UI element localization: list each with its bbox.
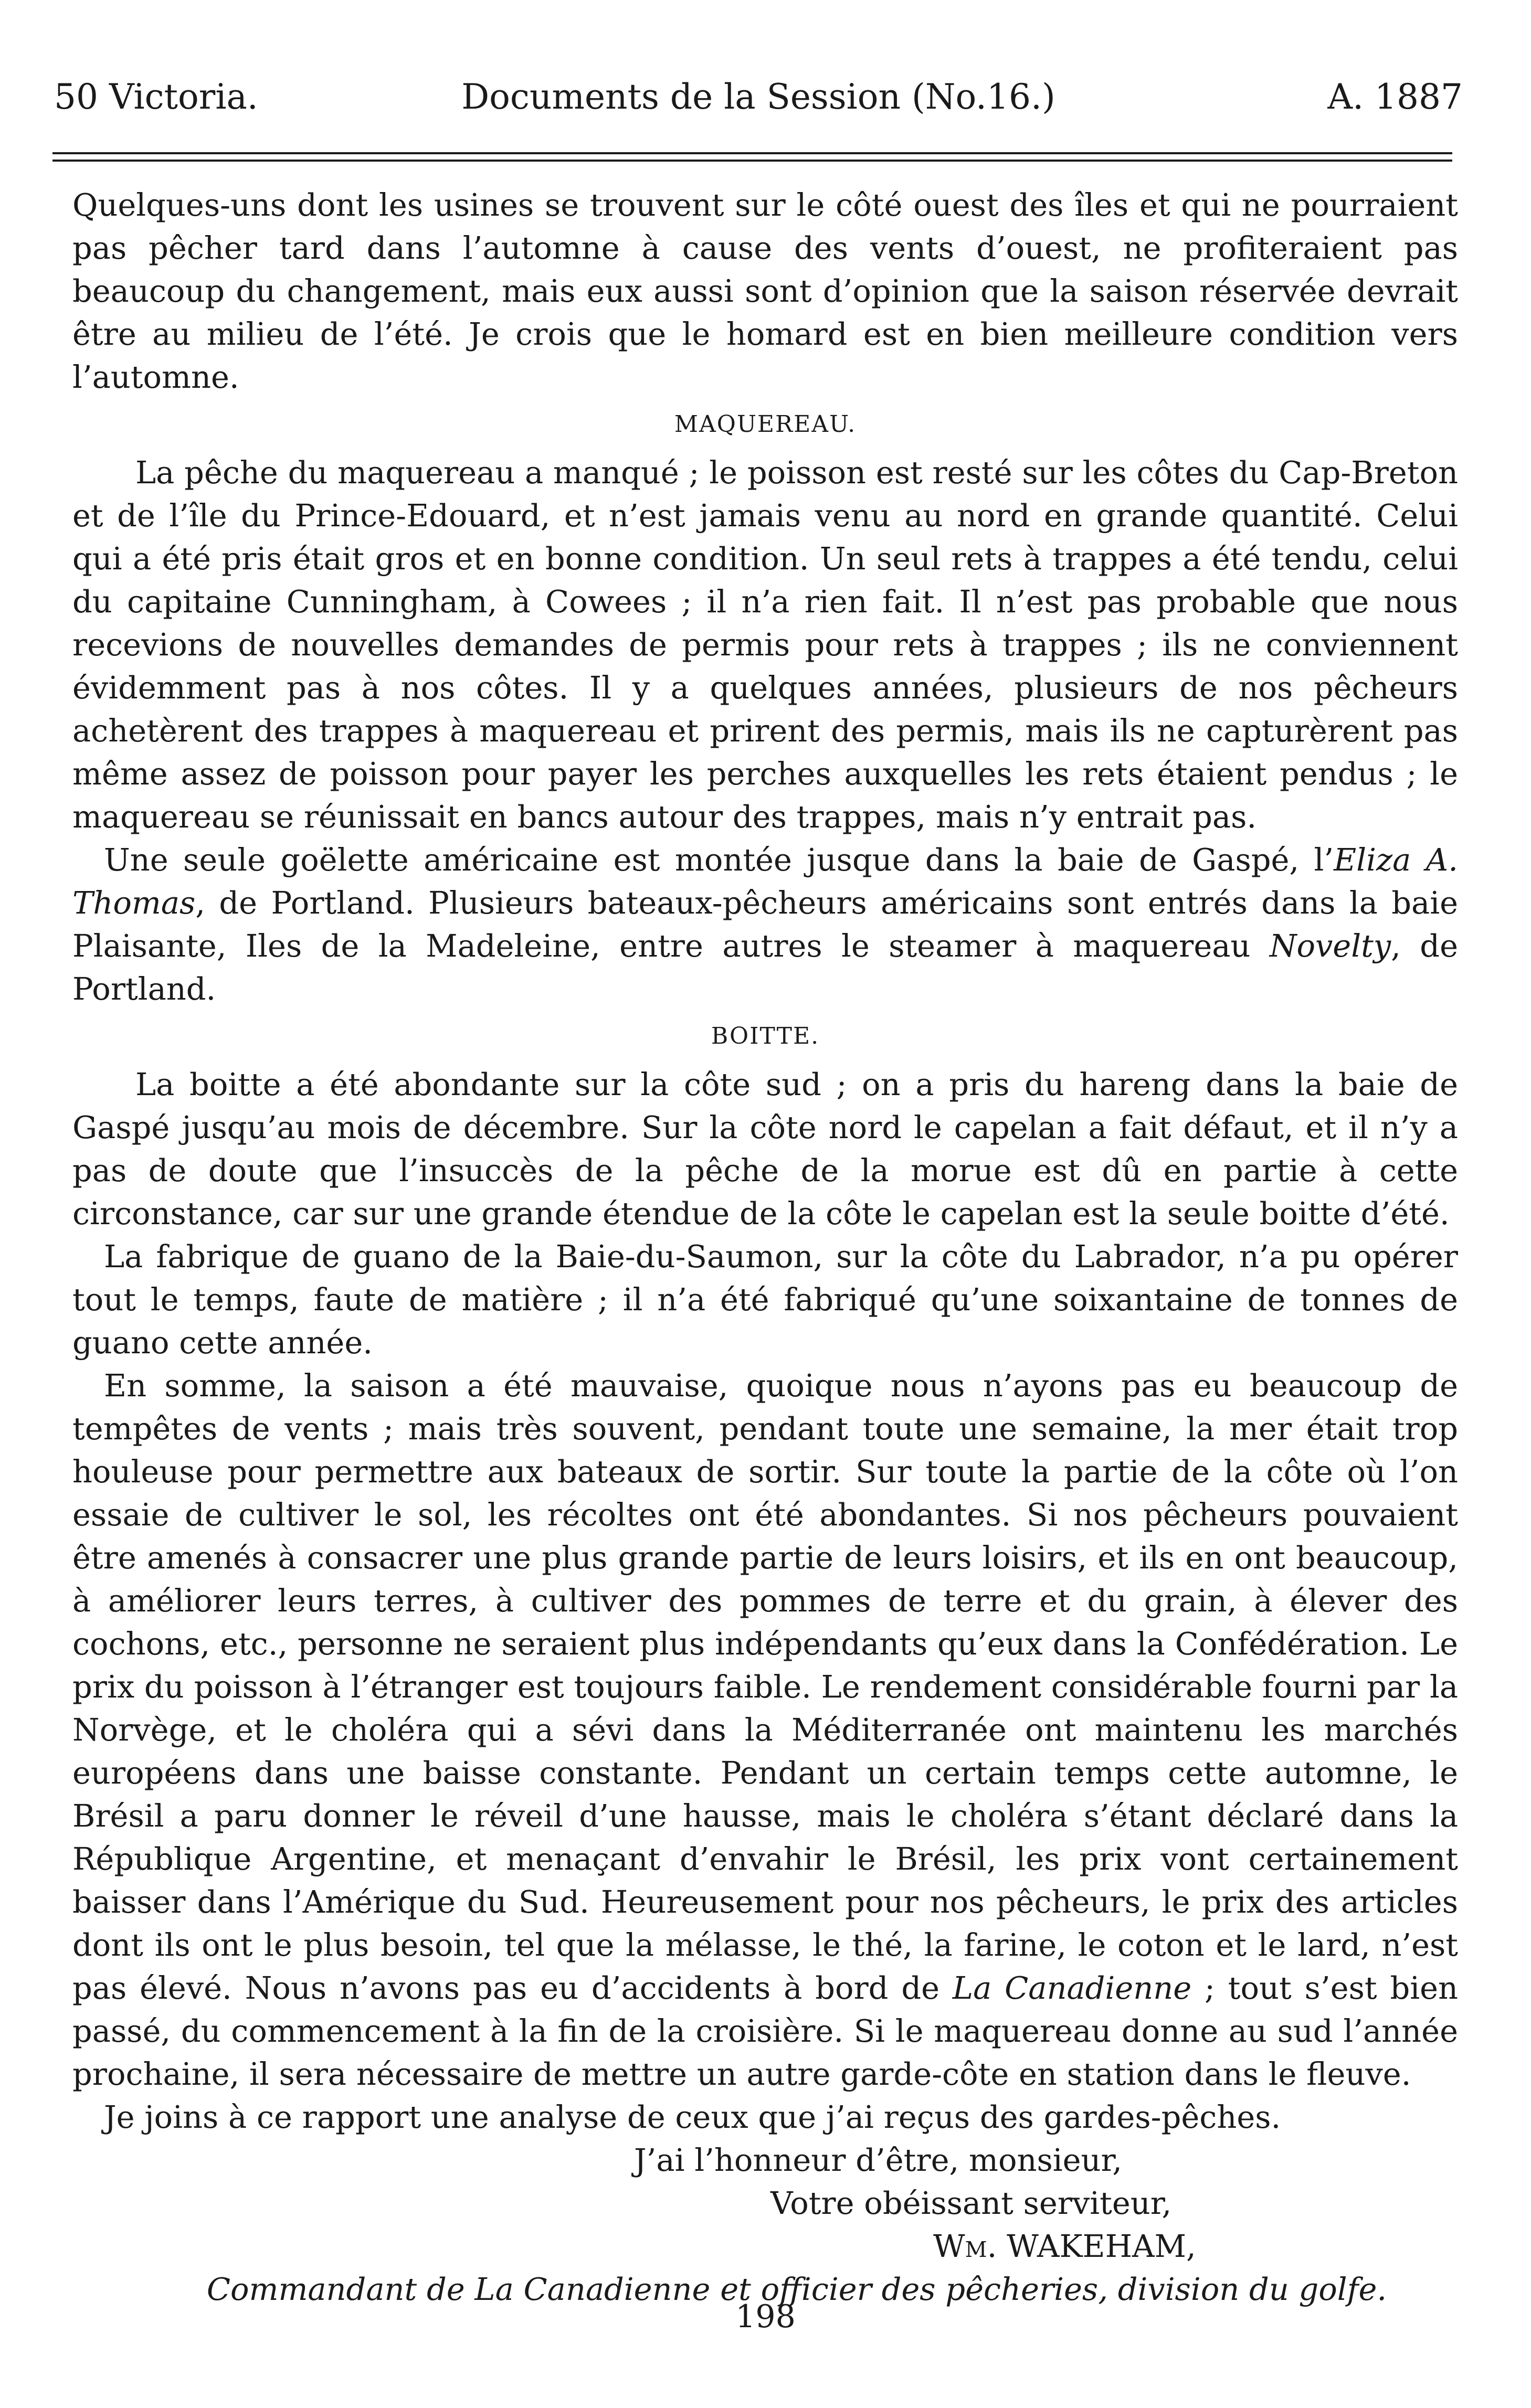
header-session: 50 Victoria. bbox=[54, 77, 258, 117]
ship-name-la-canadienne: La Canadienne bbox=[952, 1970, 1192, 2006]
signature-title: Commandant de La Canadienne et officier des pêcheries, division du golfe. bbox=[206, 2271, 1387, 2307]
section-title-maquereau: MAQUEREAU. bbox=[674, 411, 857, 438]
ship-name-novelty: Novelty bbox=[1269, 928, 1391, 964]
boitte-p3-start: En somme, la saison a été mauvaise, quoique nous n’ayons pas eu beaucoup de tempêtes de vents ; mais très souvent, pendant toute une semaine, la mer était trop houleuse pour permettre aux bateaux de sortir. Sur toute la partie de la côte où l’on essaie de cultiver le sol, les récoltes ont été abondantes. Si nos pêcheurs pouvaient être amenés à consacrer une plus grande partie de leurs loisirs, et ils en ont beaucoup, à améliorer leurs terres, à cultiver des pommes de terre et du grain, à élever des cochons, etc., personne ne seraient plus indépendants qu’eux dans la Confédération. Le prix du poisson à l’étranger est toujours faible. Le rendement considérable fourni par la Norvège, et le choléra qui a sévi dans la Méditerranée ont maintenu les marchés européens dans une baisse constante. Pendant un certain temps cette automne, le Brésil a paru donner le réveil d’une hausse, mais le choléra s’étant déclaré dans la République Argentine, et menaçant d’envahir le Brésil, les prix vont certainement baisser dans l’Amérique du Sud. Heureusement pour nos pêcheurs, le prix des articles dont ils ont le plus besoin, tel que la mélasse, le thé, la farine, le coton et le lard, n’est pas élevé. Nous n’avons pas eu d’accidents à bord de bbox=[72, 1367, 1458, 2006]
maquereau-p2-start: Une seule goëlette américaine est montée jusque dans la baie de Gaspé, l’ bbox=[104, 842, 1334, 878]
maquereau-p2-end: , de Portland. bbox=[72, 928, 1458, 1007]
document-body bbox=[72, 184, 1458, 2311]
boitte-paragraph-1: La boitte a été abondante sur la côte sud ; on a pris du hareng dans la baie de Gaspé jusqu’au mois de décembre. Sur la côte nord le capelan a fait défaut, et il n’y a pas de doute que l’insuccès de la pêche de la morue est dû en partie à cette circonstance, car sur une grande étendue de la côte le capelan est la seule boitte d’été. bbox=[72, 1066, 1458, 1232]
page-number: 198 bbox=[735, 2298, 796, 2335]
boitte-paragraph-4: Je joins à ce rapport une analyse de ceux que j’ai reçus des gardes-pêches. bbox=[104, 2099, 1281, 2135]
boitte-paragraph-2: La fabrique de guano de la Baie-du-Saumon, sur la côte du Labrador, n’a pu opérer tout le temps, faute de matière ; il n’a été fabriqué qu’une soixantaine de tonnes de guano cette année. bbox=[72, 1238, 1458, 1361]
maquereau-paragraph-1: La pêche du maquereau a manqué ; le poisson est resté sur les côtes du Cap-Breton et de l’île du Prince-Edouard, et n’est jamais venu au nord en grande quantité. Celui qui a été pris était gros et en bonne condition. Un seul rets à trappes a été tendu, celui du capitaine Cunningham, à Cowees ; il n’a rien fait. Il n’est pas probable que nous recevions de nouvelles demandes de permis pour rets à trappes ; ils ne conviennent évidemment pas à nos côtes. Il y a quelques années, plusieurs de nos pêcheurs achetèrent des trappes à maquereau et prirent des permis, mais ils ne capturèrent pas même assez de poisson pour payer les perches auxquelles les rets étaient pendus ; le maquereau se réunissait en bancs autour des trappes, mais n’y entrait pas. bbox=[72, 454, 1458, 835]
page-header bbox=[54, 68, 1463, 126]
boitte-paragraph-3 bbox=[72, 1364, 1458, 2096]
boitte-p3-end: ; tout s’est bien passé, du commencement à la fin de la croisière. Si le maquereau donne au sud l’année prochaine, il sera nécessaire de mettre un autre garde-côte en station dans le fleuve. bbox=[72, 1970, 1458, 2092]
maquereau-paragraph-2 bbox=[72, 839, 1458, 1011]
header-documents: Documents de la Session (No.16.) bbox=[461, 77, 1055, 117]
closing-line-serviteur: Votre obéissant serviteur, bbox=[770, 2185, 1172, 2221]
section-title-boitte: BOITTE. bbox=[711, 1023, 820, 1049]
signature-name: Wm. WAKEHAM, bbox=[933, 2228, 1196, 2264]
closing-line-honneur: J’ai l’honneur d’être, monsieur, bbox=[634, 2142, 1122, 2178]
header-year: A. 1887 bbox=[1327, 77, 1463, 117]
header-double-rule bbox=[52, 152, 1452, 162]
ship-name-eliza-a-thomas: Eliza A. Thomas bbox=[72, 842, 1458, 921]
maquereau-p2-mid: , de Portland. Plusieurs bateaux-pêcheurs américains sont entrés dans la baie Plaisante, Iles de la Madeleine, entre autres le steamer à maquereau bbox=[72, 885, 1458, 964]
intro-paragraph: Quelques-uns dont les usines se trouvent sur le côté ouest des îles et qui ne pourraient pas pêcher tard dans l’automne à cause des vents d’ouest, ne profiteraient pas beaucoup du changement, mais eux aussi sont d’opinion que la saison réservée devrait être au milieu de l’été. Je crois que le homard est en bien meilleure condition vers l’automne. bbox=[72, 187, 1458, 395]
